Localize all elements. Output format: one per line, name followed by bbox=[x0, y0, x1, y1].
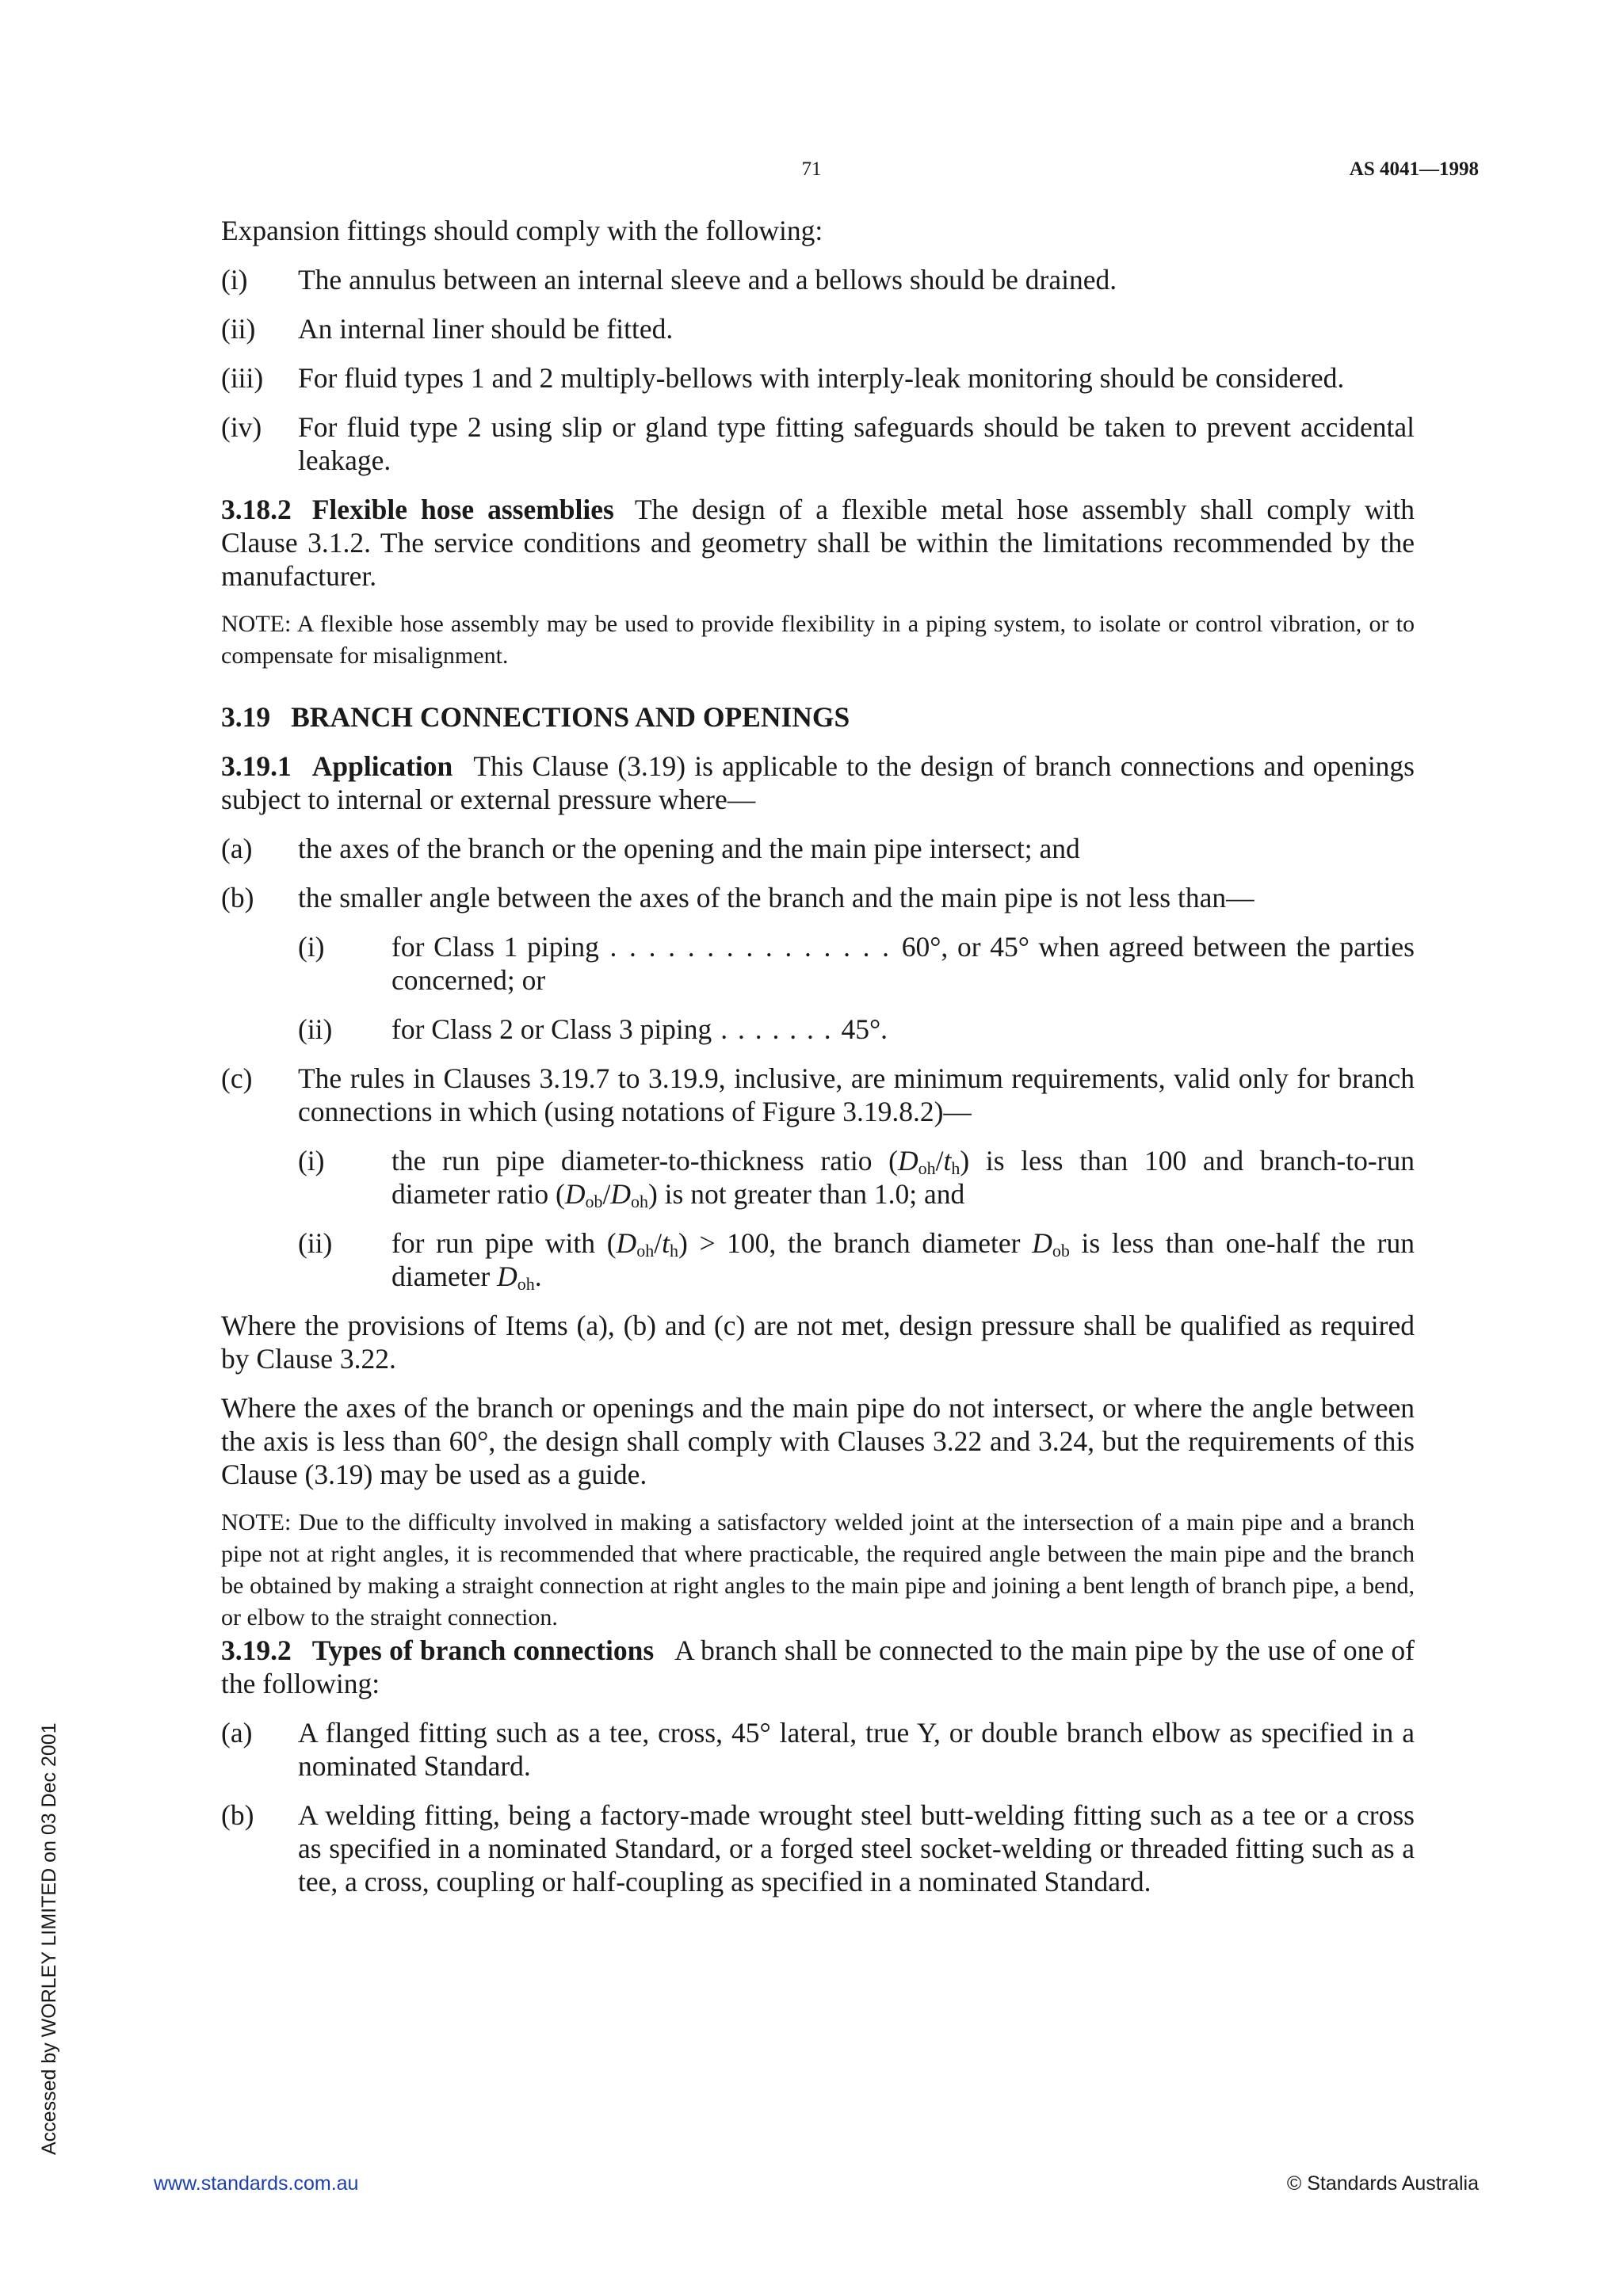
copyright-text: © Standards Australia bbox=[1286, 2172, 1479, 2195]
list-item: (a) the axes of the branch or the opening and the main pipe intersect; and bbox=[221, 833, 1080, 864]
page-number: 71 bbox=[801, 158, 822, 180]
clause-number: 3.19.1 bbox=[221, 750, 292, 782]
intro-text: Expansion fittings should comply with the following: bbox=[221, 215, 823, 246]
list-item: (ii) An internal liner should be fitted. bbox=[221, 313, 674, 345]
clause-3-18-2 bbox=[221, 493, 1415, 593]
list-item: (iv) For fluid type 2 using slip or gland type fitting safeguards should be taken to prevent accidental leakage. bbox=[221, 411, 1415, 476]
clause-3-19-2 bbox=[221, 1634, 1415, 1700]
note-flexible-hose: NOTE: A flexible hose assembly may be used to provide flexibility in a piping system, to isolate or control vibration, or to compensate for misalignment. bbox=[221, 611, 1415, 669]
section-heading-3-19: 3.19 BRANCH CONNECTIONS AND OPENINGS bbox=[221, 701, 850, 733]
clause-title: Flexible hose assemblies bbox=[311, 494, 614, 525]
sub-list-item: (ii) for run pipe with (Doh/th) > 100, the branch diameter Dob is less than one-half the run diameter Doh. bbox=[298, 1227, 1415, 1294]
list-item: (i) The annulus between an internal sleeve and a bellows should be drained. bbox=[221, 264, 1117, 296]
clause-title: Application bbox=[311, 750, 453, 782]
page-body bbox=[221, 214, 1415, 1914]
access-watermark: Accessed by WORLEY LIMITED on 03 Dec 2001 bbox=[38, 1722, 60, 2155]
clause-text: A branch shall be connected to the main pipe by the use of one of the following: bbox=[221, 1634, 1415, 1699]
clause-text: This Clause (3.19) is applicable to the design of branch connections and openings subject to internal or external pressure where— bbox=[221, 750, 1415, 815]
list-item: (b) the smaller angle between the axes of the branch and the main pipe is not less than— bbox=[221, 882, 1254, 913]
clause-number: 3.19.2 bbox=[221, 1634, 292, 1666]
where-paragraph: Where the axes of the branch or openings and the main pipe do not intersect, or where the angle between the axis is less than 60°, the design shall comply with Clauses 3.22 and 3.24, but the requirements of this Clause (3.19) may be used as a guide. bbox=[221, 1392, 1415, 1490]
clause-title: Types of branch connections bbox=[311, 1634, 655, 1666]
list-item: (iii) For fluid types 1 and 2 multiply-bellows with interply-leak monitoring should be considered. bbox=[221, 362, 1345, 394]
list-item: (c) The rules in Clauses 3.19.7 to 3.19.9, inclusive, are minimum requirements, valid only for branch connections in which (using notations of Figure 3.19.8.2)— bbox=[221, 1062, 1415, 1127]
standard-id: AS 4041—1998 bbox=[1349, 158, 1479, 180]
sub-list-item: (i) for Class 1 piping . . . . . . . . . . . . . . . 60°, or 45° when agreed between the parties concerned; or bbox=[298, 931, 1415, 996]
clause-3-19-1 bbox=[221, 749, 1415, 816]
sub-list-item: (ii) for Class 2 or Class 3 piping . . . . . . . 45°. bbox=[298, 1013, 888, 1045]
website-link[interactable]: www.standards.com.au bbox=[154, 2172, 359, 2195]
note-branch-angle: NOTE: Due to the difficulty involved in making a satisfactory welded joint at the intersection of a main pipe and a branch pipe not at right angles, it is recommended that where practicable, the required angle between the main pipe and the branch be obtained by making a straight connection at right angles to the main pipe and joining a bent length of branch pipe, a bend, or elbow to the straight connection. bbox=[221, 1509, 1415, 1630]
list-item: (a) A flanged fitting such as a tee, cross, 45° lateral, true Y, or double branch elbow as specified in a nominated Standard. bbox=[221, 1717, 1415, 1782]
clause-number: 3.18.2 bbox=[221, 494, 292, 525]
list-item: (b) A welding fitting, being a factory-made wrought steel butt-welding fitting such as a tee or a cross as specified in a nominated Standard, or a forged steel socket-welding or threaded fitting such as a tee, a cross, coupling or half-coupling as specified in a nominated Standard. bbox=[221, 1799, 1415, 1897]
clause-text: The design of a flexible metal hose assembly shall comply with Clause 3.1.2. The service conditions and geometry shall be within the limitations recommended by the manufacturer. bbox=[221, 494, 1415, 592]
where-paragraph: Where the provisions of Items (a), (b) and (c) are not met, design pressure shall be qualified as required by Clause 3.22. bbox=[221, 1310, 1415, 1375]
sub-list-item: (i) the run pipe diameter-to-thickness ratio (Doh/th) is less than 100 and branch-to-run diameter ratio (Dob/Doh) is not greater than 1.0; and bbox=[298, 1145, 1415, 1211]
